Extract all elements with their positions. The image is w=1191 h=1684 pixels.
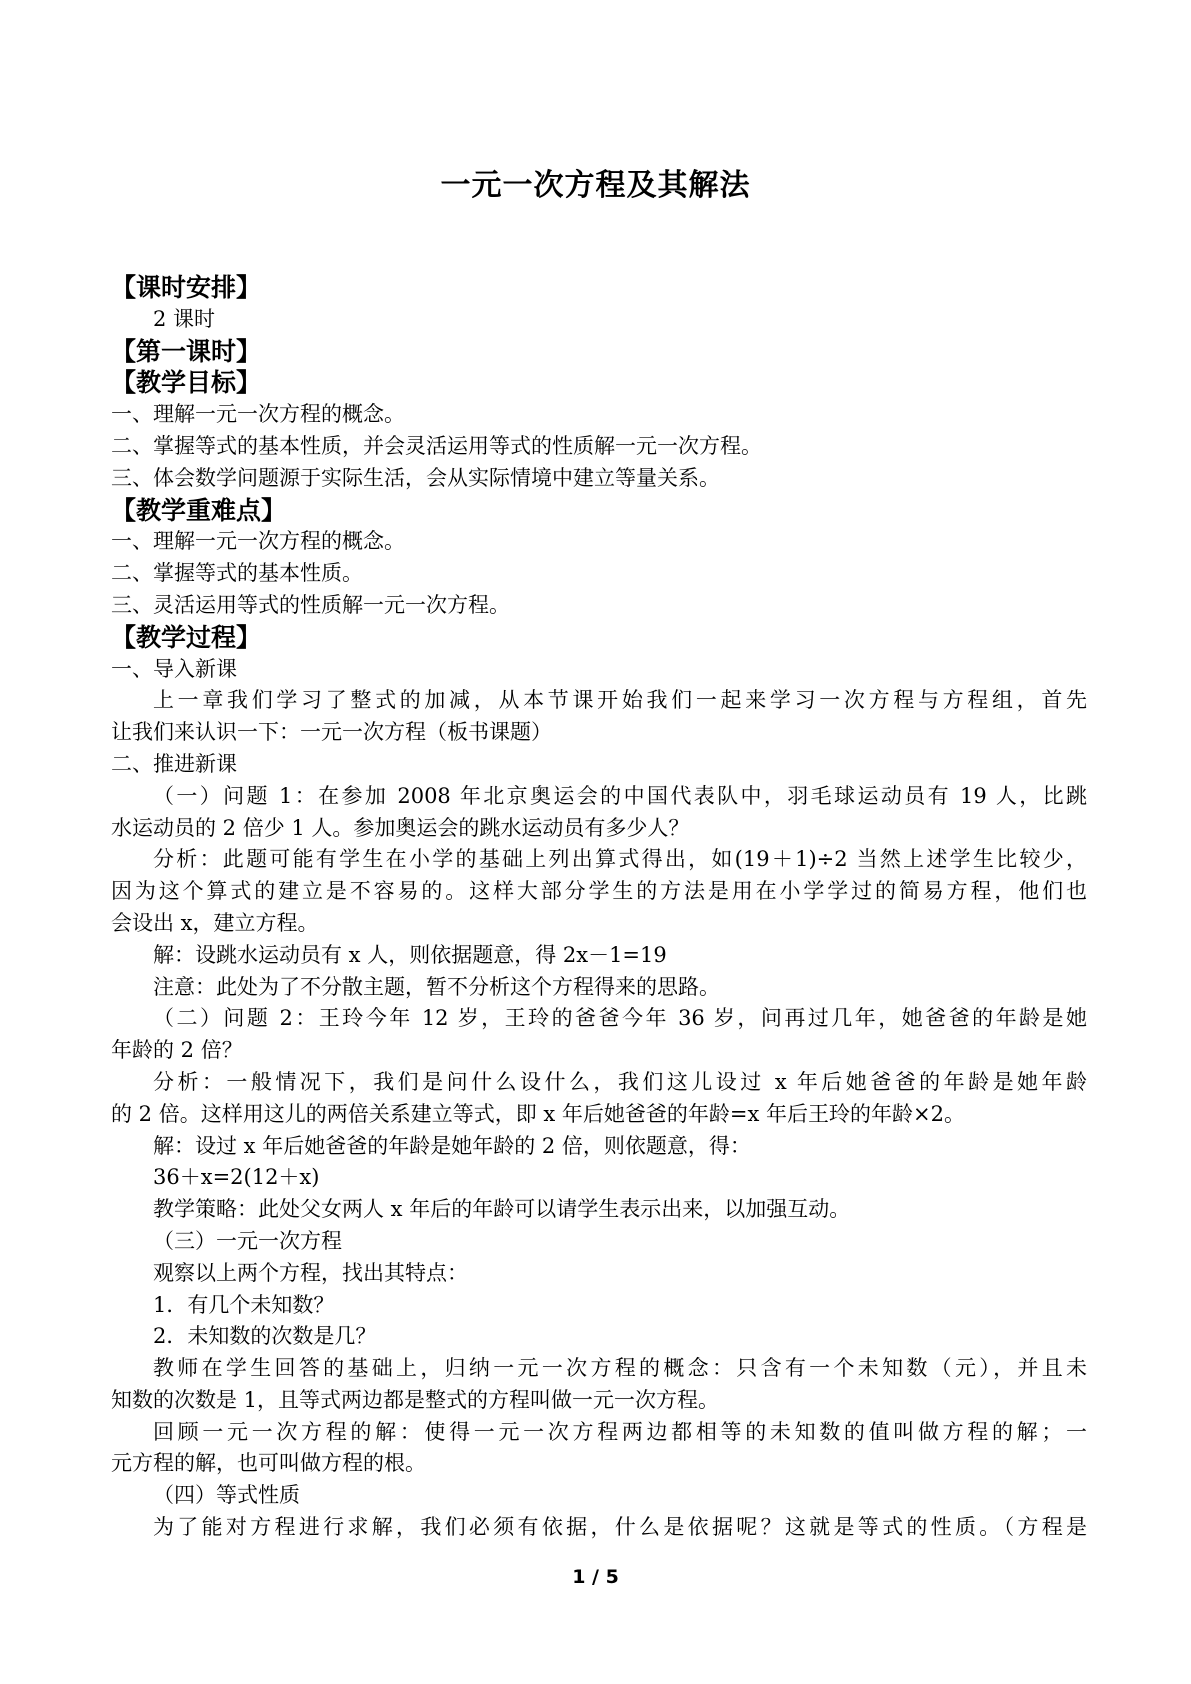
document-title: 一元一次方程及其解法 (440, 168, 751, 203)
section-heading: 【教学目标】 (111, 368, 262, 398)
text-line: 解：设过 x 年后她爸爸的年龄是她年龄的 2 倍，则依题意，得： (153, 1133, 751, 1158)
page-number: 1 / 5 (572, 1566, 619, 1588)
text-line: 分析：此题可能有学生在小学的基础上列出算式得出，如(19＋1)÷2 当然上述学生比较少， (153, 847, 1087, 872)
text-line: （二）问题 2：王玲今年 12 岁，王玲的爸爸今年 36 岁，问再过几年，她爸爸的年龄是她 (153, 1006, 1087, 1031)
text-line: 的 2 倍。这样用这儿的两倍关系建立等式，即 x 年后她爸爸的年龄=x 年后王玲的年龄×2。 (111, 1101, 965, 1126)
text-line: 1．有几个未知数？ (153, 1292, 335, 1317)
text-line: （三）一元一次方程 (153, 1228, 342, 1253)
text-line: 一、理解一元一次方程的概念。 (111, 529, 405, 554)
text-line: 为了能对方程进行求解，我们必须有依据，什么是依据呢？这就是等式的性质。（方程是 (153, 1515, 1087, 1540)
text-line: 三、灵活运用等式的性质解一元一次方程。 (111, 592, 510, 617)
text-line: 二、掌握等式的基本性质。 (111, 561, 363, 586)
text-line: 解：设跳水运动员有 x 人，则依据题意，得 2x－1=19 (153, 942, 667, 967)
document-body (111, 272, 1087, 1544)
text-line: 回顾一元一次方程的解：使得一元一次方程两边都相等的未知数的值叫做方程的解；一 (153, 1419, 1087, 1444)
text-line: 教学策略：此处父女两人 x 年后的年龄可以请学生表示出来，以加强互动。 (153, 1197, 851, 1222)
text-line: 分析：一般情况下，我们是问什么设什么，我们这儿设过 x 年后她爸爸的年龄是她年龄 (153, 1069, 1087, 1094)
text-line: （四）等式性质 (153, 1483, 300, 1508)
text-line: 二、掌握等式的基本性质，并会灵活运用等式的性质解一元一次方程。 (111, 433, 762, 458)
text-line: 二、推进新课 (111, 751, 237, 776)
section-heading: 【教学过程】 (111, 622, 262, 652)
section-heading: 【教学重难点】 (111, 495, 287, 525)
text-line: 年龄的 2 倍？ (111, 1038, 243, 1063)
text-line: （一）问题 1：在参加 2008 年北京奥运会的中国代表队中，羽毛球运动员有 19 人，比跳 (153, 783, 1087, 808)
text-line: 2 课时 (153, 306, 216, 331)
text-line: 上一章我们学习了整式的加减，从本节课开始我们一起来学习一次方程与方程组，首先 (153, 688, 1087, 713)
text-line: 水运动员的 2 倍少 1 人。参加奥运会的跳水运动员有多少人？ (111, 815, 690, 840)
text-line: 一、理解一元一次方程的概念。 (111, 402, 405, 427)
text-line: 一、导入新课 (111, 656, 237, 681)
text-line: 让我们来认识一下：一元一次方程（板书课题） (111, 720, 552, 745)
section-heading: 【课时安排】 (111, 273, 262, 302)
text-line: 36＋x=2(12＋x) (153, 1165, 320, 1190)
section-heading: 【第一课时】 (111, 336, 262, 366)
text-line: 2．未知数的次数是几？ (153, 1324, 377, 1349)
text-line: 知数的次数是 1，且等式两边都是整式的方程叫做一元一次方程。 (111, 1387, 720, 1412)
text-line: 三、体会数学问题源于实际生活，会从实际情境中建立等量关系。 (111, 465, 720, 490)
text-line: 教师在学生回答的基础上，归纳一元一次方程的概念：只含有一个未知数（元），并且未 (153, 1356, 1087, 1381)
text-line: 因为这个算式的建立是不容易的。这样大部分学生的方法是用在小学学过的简易方程，他们也 (111, 879, 1087, 904)
text-line: 观察以上两个方程，找出其特点： (153, 1260, 468, 1285)
text-line: 会设出 x，建立方程。 (111, 910, 319, 935)
text-line: 注意：此处为了不分散主题，暂不分析这个方程得来的思路。 (153, 974, 720, 999)
text-line: 元方程的解，也可叫做方程的根。 (111, 1451, 426, 1476)
